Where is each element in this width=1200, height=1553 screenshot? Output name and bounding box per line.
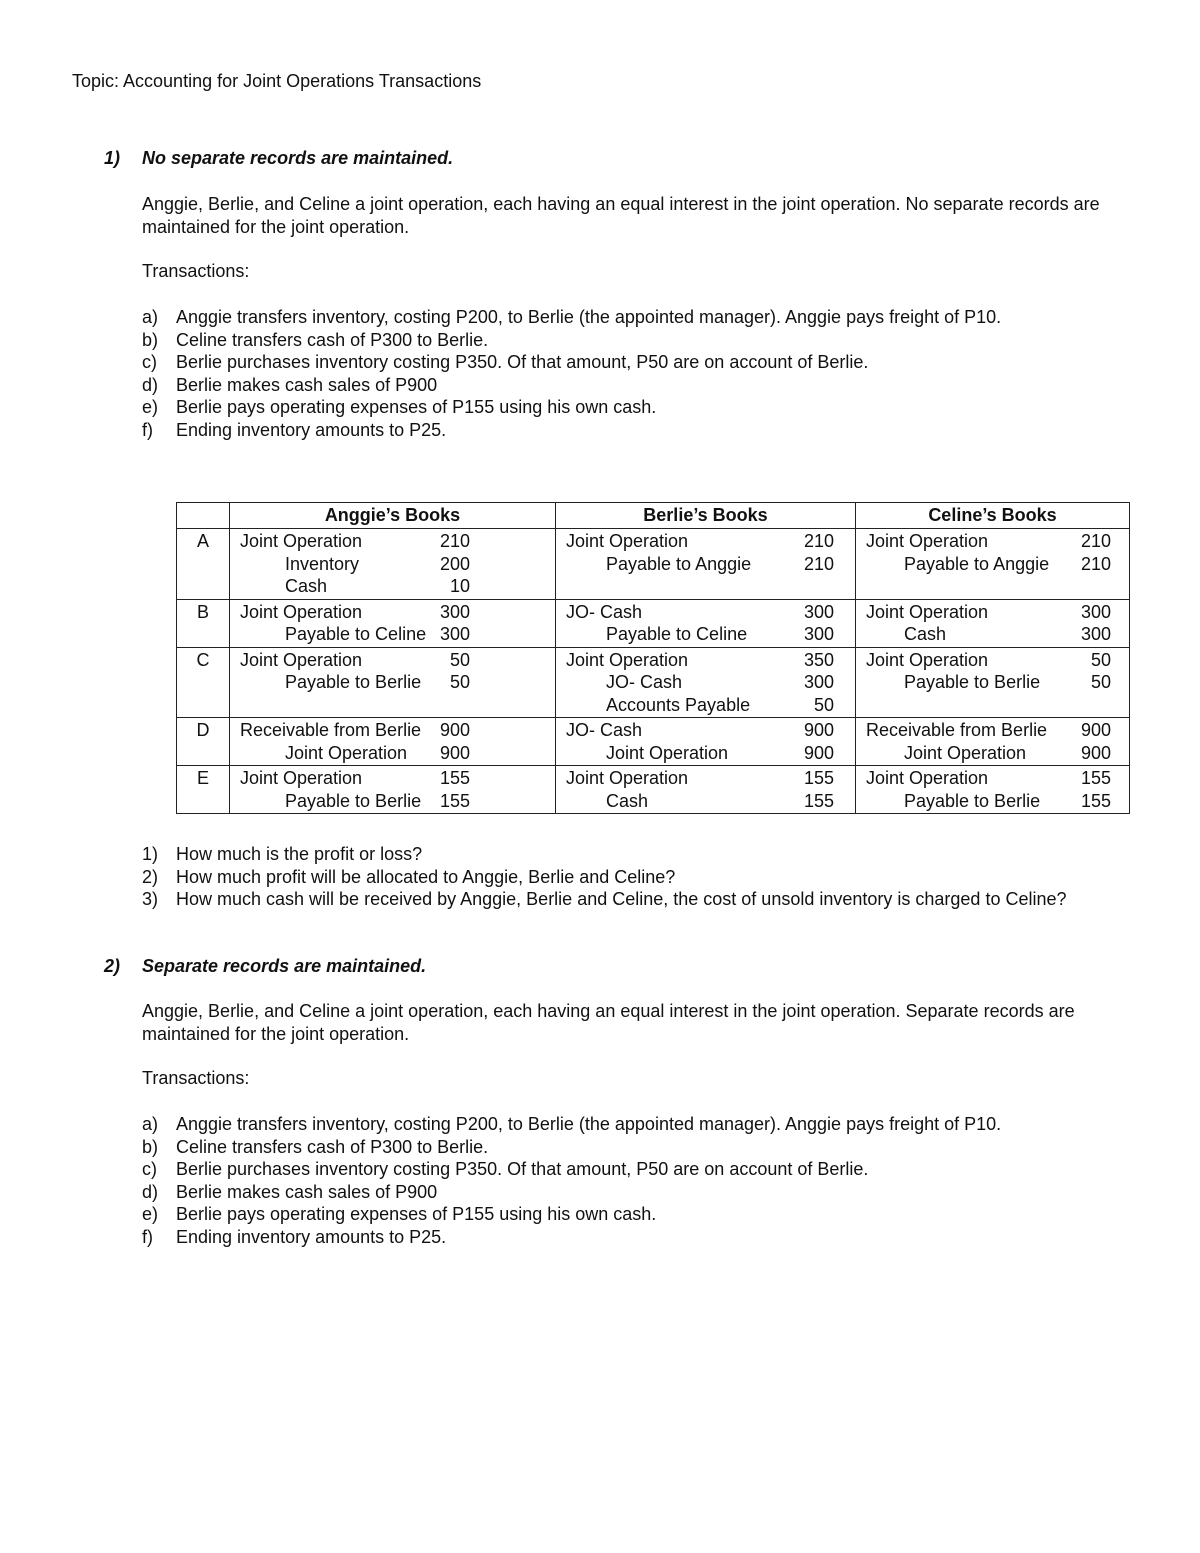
amount: 900 <box>1080 742 1111 763</box>
section-number: 1) <box>104 148 121 168</box>
amount: 300 <box>1080 601 1111 622</box>
list-text: Celine transfers cash of P300 to Berlie. <box>176 329 489 350</box>
journal-line <box>556 553 855 576</box>
amount: 155 <box>439 768 470 788</box>
account-name: JO- Cash <box>566 601 643 622</box>
amount: 50 <box>1090 649 1111 670</box>
amount: 210 <box>439 531 470 551</box>
amount: 155 <box>439 790 470 811</box>
amount: 300 <box>803 601 834 622</box>
account-name: Joint Operation <box>285 742 408 763</box>
account-name: Joint Operation <box>240 531 363 551</box>
table-row <box>177 718 1130 766</box>
section-2-intro: Anggie, Berlie, and Celine a joint operation, each having an equal interest in the joint operation. Separate records are maintained for the joint operation. <box>142 1001 1075 1044</box>
list-text: Ending inventory amounts to P25. <box>176 1226 447 1247</box>
row-label: B <box>177 599 230 647</box>
section-1-intro: Anggie, Berlie, and Celine a joint operation, each having an equal interest in the joint operation. No separate records are maintained for the joint operation. <box>142 194 1100 237</box>
account-name: Joint Operation <box>606 742 729 763</box>
amount: 200 <box>439 553 470 574</box>
journal-line <box>556 767 855 790</box>
list-marker: b) <box>142 1136 159 1157</box>
question-text: How much profit will be allocated to Anggie, Berlie and Celine? <box>176 866 676 887</box>
account-name: Cash <box>606 790 649 811</box>
list-text: Berlie pays operating expenses of P155 using his own cash. <box>176 1204 657 1225</box>
list-marker: e) <box>142 1204 159 1225</box>
list-item <box>142 329 1001 352</box>
list-marker: c) <box>142 352 157 373</box>
account-name: Cash <box>285 576 328 596</box>
berlie-entry-cell <box>556 718 856 766</box>
account-name: Payable to Anggie <box>904 553 1050 574</box>
questions-list <box>142 843 1102 911</box>
amount: 50 <box>813 694 834 715</box>
amount: 900 <box>439 742 470 763</box>
list-marker: a) <box>142 307 159 327</box>
list-marker: d) <box>142 374 159 395</box>
row-label: D <box>177 718 230 766</box>
journal-line <box>556 649 855 672</box>
table-row <box>177 599 1130 647</box>
account-name: Joint Operation <box>240 601 363 622</box>
account-name: Joint Operation <box>866 601 989 622</box>
celine-entry-cell <box>856 718 1130 766</box>
celine-entry-cell <box>856 766 1130 814</box>
account-name: Payable to Anggie <box>606 553 752 574</box>
list-item <box>142 306 1001 329</box>
celine-entry-cell <box>856 599 1130 647</box>
journal-line <box>556 694 855 717</box>
journal-line <box>230 623 555 646</box>
journal-line <box>856 623 1129 646</box>
account-name: Payable to Berlie <box>904 672 1041 692</box>
anggie-entry-cell <box>230 599 556 647</box>
amount: 350 <box>803 649 834 670</box>
list-text: Berlie makes cash sales of P900 <box>176 374 438 395</box>
journal-line <box>230 790 555 813</box>
journal-line <box>556 671 855 694</box>
celine-entry-cell <box>856 647 1130 718</box>
amount: 50 <box>449 672 470 692</box>
anggie-entry-cell <box>230 766 556 814</box>
list-item <box>142 1181 1001 1204</box>
journal-line <box>556 790 855 813</box>
journal-line <box>556 530 855 553</box>
berlie-entry-cell <box>556 599 856 647</box>
table-row <box>177 647 1130 718</box>
journal-line <box>230 671 555 694</box>
list-text: Berlie pays operating expenses of P155 using his own cash. <box>176 397 657 418</box>
list-marker: b) <box>142 329 159 350</box>
account-name: Joint Operation <box>866 649 989 670</box>
topic-title: Topic: Accounting for Joint Operations Transactions <box>72 71 482 91</box>
question-text: How much is the profit or loss? <box>176 844 423 864</box>
list-text: Berlie purchases inventory costing P350. Of that amount, P50 are on account of Berlie. <box>176 1159 869 1180</box>
amount: 155 <box>1080 768 1111 788</box>
journal-line <box>856 790 1129 813</box>
header-cell <box>177 503 230 529</box>
list-marker: d) <box>142 1181 159 1202</box>
question-text: How much cash will be received by Anggie, Berlie and Celine, the cost of unsold inventory is charged to Celine? <box>176 889 1067 910</box>
account-name: JO- Cash <box>566 720 643 740</box>
list-item <box>142 1203 1001 1226</box>
amount: 155 <box>1080 790 1111 811</box>
journal-line <box>856 767 1129 790</box>
question-item <box>142 888 1102 911</box>
journal-entries-table <box>176 502 1130 814</box>
list-text: Celine transfers cash of P300 to Berlie. <box>176 1136 489 1157</box>
list-marker: a) <box>142 1114 159 1134</box>
amount: 50 <box>1090 672 1111 692</box>
amount: 300 <box>439 624 470 644</box>
journal-line <box>230 767 555 790</box>
list-item <box>142 1113 1001 1136</box>
account-name: Joint Operation <box>566 649 689 670</box>
amount: 10 <box>449 576 470 596</box>
list-marker: c) <box>142 1159 157 1180</box>
amount: 900 <box>803 742 834 763</box>
amount: 300 <box>803 624 834 644</box>
list-item <box>142 396 1001 419</box>
amount: 210 <box>803 531 834 551</box>
journal-line <box>856 553 1129 576</box>
section-1-transactions-label: Transactions: <box>142 261 250 281</box>
question-item <box>142 866 1102 889</box>
section-number: 2) <box>104 956 121 976</box>
list-text: Anggie transfers inventory, costing P200, to Berlie (the appointed manager). Anggie pays freight of P10. <box>176 307 1002 327</box>
section-1-heading <box>104 148 453 169</box>
table-row <box>177 529 1130 600</box>
section-title: No separate records are maintained. <box>142 148 454 168</box>
list-marker: 2) <box>142 866 159 887</box>
list-marker: 1) <box>142 844 159 864</box>
row-label: C <box>177 647 230 718</box>
account-name: Payable to Berlie <box>285 790 422 811</box>
list-text: Berlie purchases inventory costing P350. Of that amount, P50 are on account of Berlie. <box>176 352 869 373</box>
account-name: JO- Cash <box>606 672 683 692</box>
table-row <box>177 766 1130 814</box>
account-name: Joint Operation <box>240 768 363 788</box>
account-name: Cash <box>904 624 947 644</box>
account-name: Joint Operation <box>566 768 689 788</box>
berlie-entry-cell <box>556 529 856 600</box>
amount: 900 <box>803 720 834 740</box>
amount: 210 <box>1080 531 1111 551</box>
journal-line <box>856 671 1129 694</box>
journal-line <box>856 649 1129 672</box>
list-item <box>142 1158 1001 1181</box>
anggie-entry-cell <box>230 647 556 718</box>
journal-line <box>230 601 555 624</box>
journal-line <box>556 601 855 624</box>
amount: 50 <box>449 649 470 670</box>
account-name: Joint Operation <box>904 742 1027 763</box>
journal-line <box>556 719 855 742</box>
account-name: Accounts Payable <box>606 694 751 715</box>
list-marker: f) <box>142 1226 153 1247</box>
berlie-entry-cell <box>556 647 856 718</box>
account-name: Joint Operation <box>240 649 363 670</box>
amount: 210 <box>803 553 834 574</box>
amount: 300 <box>1080 624 1111 644</box>
list-item <box>142 419 1001 442</box>
amount: 900 <box>439 720 470 740</box>
journal-line <box>556 623 855 646</box>
journal-line <box>230 649 555 672</box>
account-name: Payable to Berlie <box>904 790 1041 811</box>
list-item <box>142 374 1001 397</box>
journal-line <box>856 601 1129 624</box>
account-name: Joint Operation <box>866 768 989 788</box>
row-label: A <box>177 529 230 600</box>
journal-line <box>230 575 555 598</box>
amount: 300 <box>803 672 834 692</box>
header-anggie-books: Anggie’s Books <box>230 503 556 529</box>
account-name: Payable to Celine <box>606 624 748 644</box>
account-name: Payable to Berlie <box>285 672 422 692</box>
amount: 155 <box>803 790 834 811</box>
section-2-heading <box>104 956 426 977</box>
list-text: Berlie makes cash sales of P900 <box>176 1181 438 1202</box>
account-name: Inventory <box>285 553 360 574</box>
amount: 300 <box>439 601 470 622</box>
section-2-transactions <box>142 1113 1001 1249</box>
list-item <box>142 1226 1001 1249</box>
anggie-entry-cell <box>230 529 556 600</box>
section-title: Separate records are maintained. <box>142 956 427 976</box>
account-name: Joint Operation <box>866 531 989 551</box>
account-name: Receivable from Berlie <box>866 720 1048 740</box>
section-2-transactions-label: Transactions: <box>142 1068 250 1088</box>
amount: 210 <box>1080 553 1111 574</box>
berlie-entry-cell <box>556 766 856 814</box>
table-header-row <box>177 503 1130 529</box>
header-celine-books: Celine’s Books <box>856 503 1130 529</box>
question-item <box>142 843 1102 866</box>
account-name: Joint Operation <box>566 531 689 551</box>
journal-line <box>230 719 555 742</box>
journal-line <box>230 742 555 765</box>
amount: 155 <box>803 768 834 788</box>
section-1-transactions <box>142 306 1001 442</box>
journal-line <box>856 530 1129 553</box>
account-name: Payable to Celine <box>285 624 427 644</box>
journal-line <box>556 742 855 765</box>
journal-line <box>856 719 1129 742</box>
list-marker: 3) <box>142 889 159 910</box>
list-marker: e) <box>142 397 159 418</box>
journal-line <box>230 530 555 553</box>
list-text: Ending inventory amounts to P25. <box>176 419 447 440</box>
list-text: Anggie transfers inventory, costing P200, to Berlie (the appointed manager). Anggie pays freight of P10. <box>176 1114 1002 1134</box>
account-name: Receivable from Berlie <box>240 720 422 740</box>
list-item <box>142 351 1001 374</box>
header-berlie-books: Berlie’s Books <box>556 503 856 529</box>
amount: 900 <box>1080 720 1111 740</box>
list-item <box>142 1136 1001 1159</box>
list-marker: f) <box>142 419 153 440</box>
celine-entry-cell <box>856 529 1130 600</box>
journal-line <box>230 553 555 576</box>
journal-line <box>856 742 1129 765</box>
row-label: E <box>177 766 230 814</box>
anggie-entry-cell <box>230 718 556 766</box>
